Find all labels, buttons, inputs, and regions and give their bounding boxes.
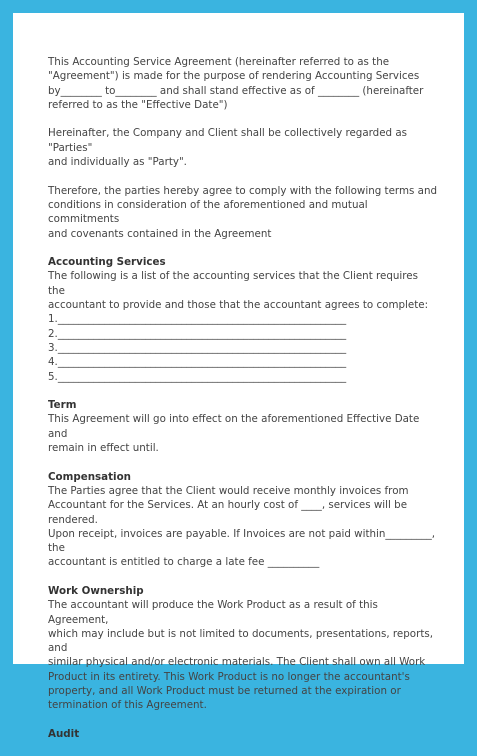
service-list-item-4: 4.________________________________________________________ [48,356,347,369]
service-list-item-5: 5.________________________________________________________ [48,370,347,383]
service-list-item-3: 3.________________________________________________________ [48,341,347,354]
document-body [48,55,438,756]
document-page [13,13,464,740]
intro-paragraph-agreement: This Accounting Service Agreement (hereinafter referred to as the "Agreement") is made for the purpose of rendering Accounting Services by________ to________ and shall stand effective as of ________ (hereinafter referred to as the "Effective Date") [48,56,424,111]
heading-work-ownership: Work Ownership [48,584,144,597]
accounting-services-body: The following is a list of the accounting services that the Client requires the accountant to provide and those that the accountant agrees to complete: [48,270,429,312]
compensation-body: The Parties agree that the Client would receive monthly invoices from Accountant for the Services. At an hourly cost of ____, services will be rendered. Upon receipt, invoices are payable. If Invoices are not paid within_________, the accountant is entitled to charge a late fee __________ [48,484,436,569]
heading-term: Term [48,399,77,412]
section-compensation [48,470,438,570]
section-work-ownership [48,584,438,713]
section-accounting-services [48,255,438,384]
intro-paragraph-parties: Hereinafter, the Company and Client shall be collectively regarded as "Parties" and individually as "Party". [48,127,408,169]
intro-paragraph-therefore: Therefore, the parties hereby agree to comply with the following terms and conditions in consideration of the aforementioned and mutual commitments and covenants contained in the Agreement [48,184,438,240]
section-audit [48,727,438,741]
term-body: This Agreement will go into effect on the aforementioned Effective Date and remain in effect until. [48,413,420,455]
section-term [48,398,438,455]
heading-accounting-services: Accounting Services [48,256,166,269]
service-list-item-2: 2.________________________________________________________ [48,327,347,340]
service-list-item-1: 1.________________________________________________________ [48,313,347,326]
work-ownership-body: The accountant will produce the Work Product as a result of this Agreement, which may include but is not limited to documents, presentations, reports, and similar physical and/or electronic materials. The Client shall own all Work Product in its entirety. This Work Product is no longer the accountant's property, and all Work Product must be returned at the expiration or termination of this Agreement. [48,599,434,712]
heading-audit: Audit [48,727,80,740]
heading-compensation: Compensation [48,470,131,483]
